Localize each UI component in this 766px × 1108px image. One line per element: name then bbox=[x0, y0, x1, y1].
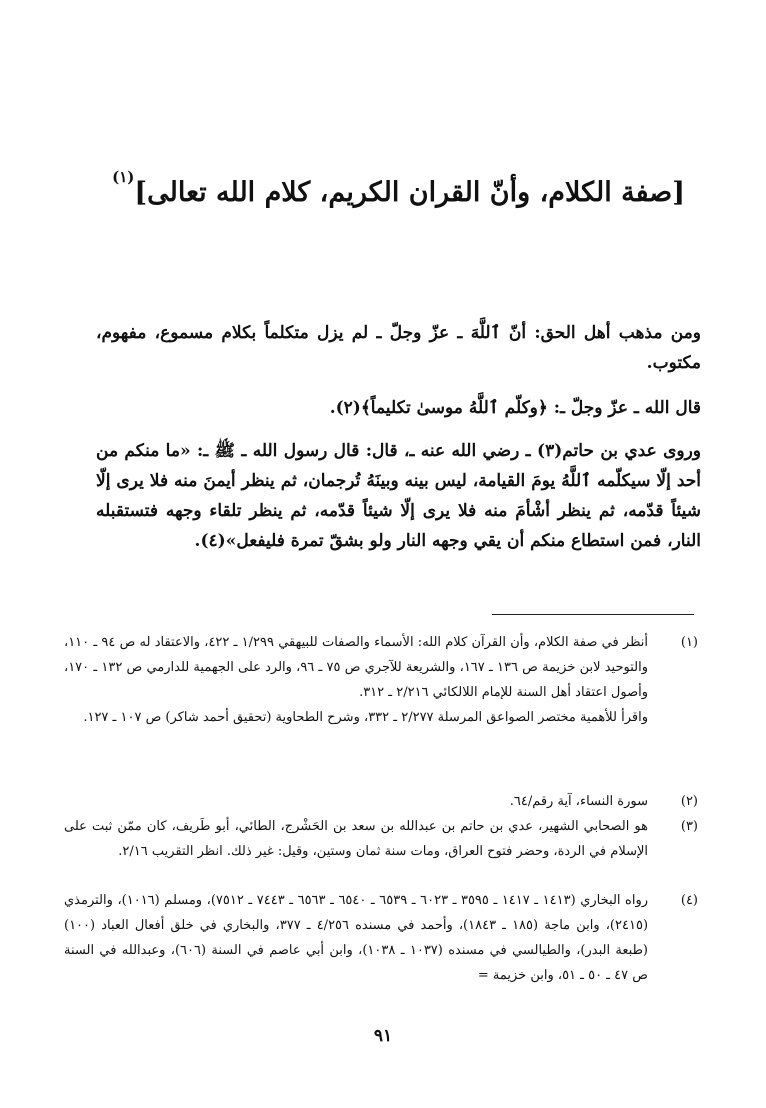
footnote-divider bbox=[492, 614, 694, 615]
paragraph-quran-verse: قال الله ـ عزّ وجلّ ـ: ﴿وكلّم ٱللَّهُ موسىٰ تكليماً﴾(٢). bbox=[329, 398, 701, 418]
footnote-text: واقرأ للأهمية مختصر الصواعق المرسلة ٢/٢٧٧ ـ ٣٣٢، وشرح الطحاوية (تحقيق أحمد شاكر) ص ١٠٧ ـ ١٢٧. bbox=[83, 710, 648, 725]
footnote-1 bbox=[64, 630, 698, 730]
paragraph-doctrine: ومن مذهب أهل الحق: أنّ ٱللَّهَ ـ عزّ وجلّ ـ لم يزل متكلماً بكلام مسموع، مفهوم، مكتوب. bbox=[96, 323, 701, 373]
footnote-number: (١) bbox=[680, 635, 698, 650]
section-title-text: [صفة الكلام، وأنّ القران الكريم، كلام الله تعالى] bbox=[134, 177, 685, 208]
footnote-text: سورة النساء، آية رقم/٦٤. bbox=[509, 794, 648, 809]
footnote-number: (٢) bbox=[680, 794, 698, 809]
footnote-text: رواه البخاري (١٤١٣ ـ ١٤١٧ ـ ٣٥٩٥ ـ ٦٠٢٣ ـ ٦٥٣٩ ـ ٦٥٤٠ ـ ٦٥٦٣ ـ ٧٤٤٣ ـ ٧٥١٢)، ومسلم (١٠١٦)، والترمذي (٢٤١٥)، وابن ماجة (١٨٥ ـ ١٨٤٣)، وأحمد في مسنده ٤/٢٥٦ ـ ٣٧٧، والبخاري في خلق أفعال العباد (١٠٠) (طبعة البدر)، والطيالسي في مسنده (١٠٣٧ ـ ١٠٣٨)، وابن أبي عاصم في السنة (٦٠٦)، وعبدالله في السنة ص ٤٧ ـ ٥٠ ـ ٥١، وابن خزيمة = bbox=[64, 893, 649, 983]
footnote-4 bbox=[64, 888, 698, 988]
paragraph-hadith: وروى عدي بن حاتم(٣) ـ رضي الله عنه ـ، قال: قال رسول الله ـ ﷺ ـ: «ما منكم من أحد إلّا سيكلّمه ٱللَّهُ يومَ القيامة، ليس بينه وبينَهُ تُرجمان، ثم ينظر أيمنَ منه فلا يرى إلّا شيئاً قدّمه، ثم ينظر أشْأمَ منه فلا يرى إلّا شيئاً قدّمه، ثم ينظر تلقاء وجهه فتستقبله النار، فمن استطاع منكم أن يقي وجهه النار ولو بشقّ تمرة فليفعل»(٤). bbox=[96, 441, 702, 551]
footnote-marker: (١) bbox=[112, 168, 135, 186]
footnote-number: (٤) bbox=[680, 893, 698, 908]
footnote-3 bbox=[64, 814, 698, 864]
section-title bbox=[80, 170, 685, 216]
footnote-text: هو الصحابي الشهير، عدي بن حاتم بن عبدالله بن سعد بن الحَشْرج، الطائي، أبو طَريف، كان ممّن ثبت على الإسلام في الردة، وحضر فتوح العراق، ومات سنة ثمان وستين، وقيل: غير ذلك. انظر التقريب ٢/١٦. bbox=[64, 819, 648, 859]
footnote-text: أنظر في صفة الكلام، وأن القرآن كلام الله: الأسماء والصفات للبيهقي ١/٢٩٩ ـ ٤٢٢، والاعتقاد له ص ٩٤ ـ ١١٠، والتوحيد لابن خزيمة ص ١٣٦ ـ ١٦٧، والشريعة للآجري ص ٧٥ ـ ٩٦، والرد على الجهمية للدارمي ص ١٣٢ ـ ١٧٠، وأصول اعتقاد أهل السنة للإمام اللالكائي ٢/٢١٦ ـ ٣١٢. bbox=[64, 635, 648, 700]
footnote-number: (٣) bbox=[680, 819, 698, 834]
page-number: ٩١ bbox=[373, 1026, 393, 1046]
footnote-2 bbox=[64, 789, 698, 814]
